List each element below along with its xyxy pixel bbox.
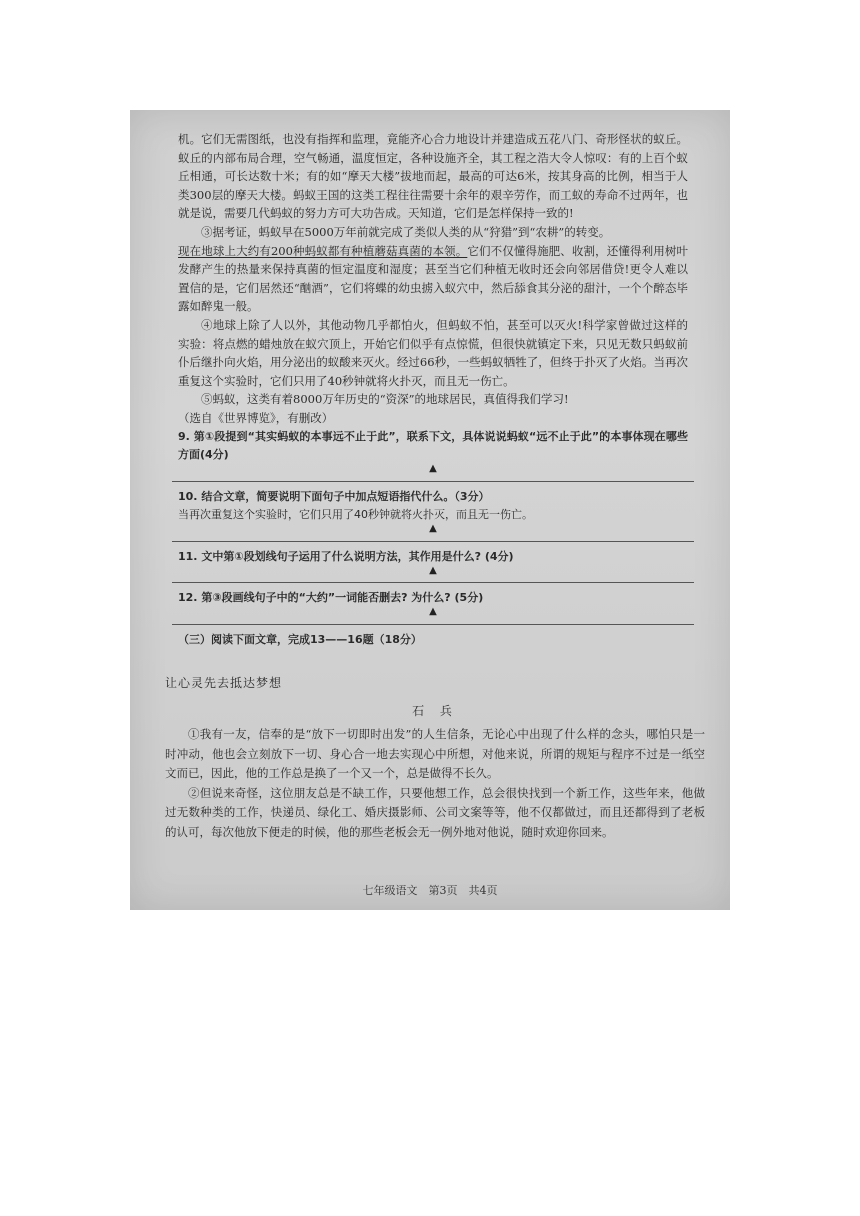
answer-marker: ▲ [429, 606, 437, 618]
question-10: 10. 结合文章，简要说明下面句子中加点短语指代什么。（3分） [178, 489, 490, 503]
answer-line-12[interactable] [172, 608, 694, 625]
answer-marker: ▲ [429, 523, 437, 535]
passage-paragraph-2-cont: 机。它们无需图纸，也没有指挥和监理，竟能齐心合力地设计并建造成五花八门、奇形怪状的蚁丘。蚁丘的内部布局合理，空气畅通，温度恒定，各种设施齐全，其工程之浩大令人惊叹：有的上百个蚁丘相通，可长达数十米；有的如“摩天大楼”拔地而起，最高的可达6米，按其身高的比例，相当于人类300层的摩天大楼。蚂蚁王国的这类工程往往需要十余年的艰辛劳作，而工蚁的寿命不过两年，也就是说，需要几代蚂蚁的努力方可大功告成。天知道，它们是怎样保持一致的! [178, 132, 688, 221]
story-title: 让心灵先去抵达梦想 [165, 676, 283, 690]
passage-source: （选自《世界博览》，有删改） [178, 410, 334, 425]
question-9: 9. 第①段提到“其实蚂蚁的本事远不止于此”，联系下文，具体说说蚂蚁“远不止于此”的本事体现在哪些方面(4分) [178, 429, 688, 462]
answer-line-11[interactable] [172, 566, 694, 583]
question-11: 11. 文中第①段划线句子运用了什么说明方法，其作用是什么? (4分) [178, 549, 514, 563]
page-footer: 七年级语文 第3页 共4页 [362, 884, 498, 897]
upper-content [178, 130, 688, 650]
answer-marker: ▲ [429, 564, 437, 576]
question-10-sentence: 当再次重复这个实验时，它们只用了40秒钟就将火扑灭，而且无一伤亡。 [178, 508, 533, 522]
story-content [165, 670, 705, 842]
story-paragraph-1: ①我有一友，信奉的是“放下一切即时出发”的人生信条，无论心中出现了什么样的念头，哪怕只是一时冲动，他也会立刻放下一切、身心合一地去实现心中所想，对他来说，所谓的规矩与程序不过是一纸空文而已，因此，他的工作总是换了一个又一个，总是做得不长久。 [165, 727, 705, 780]
answer-marker: ▲ [429, 463, 437, 475]
p3-underlined-sentence: 现在地球上大约有200种蚂蚁都有种植蘑菇真菌的本领。 [178, 243, 468, 258]
p3-head: ③据考证，蚂蚁早在5000万年前就完成了类似人类的从“狩猎”到“农耕”的转变。 [201, 224, 611, 239]
story-paragraph-2: ②但说来奇怪，这位朋友总是不缺工作，只要他想工作，总会很快找到一个新工作，这些年来，他做过无数种类的工作，快递员、绿化工、婚庆摄影师、公司文案等等，他不仅都做过，而且还都得到了老板的认可，每次他放下便走的时候，他的那些老板会无一例外地对他说，随时欢迎你回来。 [165, 785, 705, 839]
exam-page-photo [130, 110, 730, 910]
question-12: 12. 第③段画线句子中的“大约”一词能否删去? 为什么? (5分) [178, 591, 484, 605]
answer-line-9[interactable] [172, 465, 694, 482]
passage-paragraph-5: ⑤蚂蚁，这类有着8000万年历史的“资深”的地球居民，真值得我们学习! [201, 392, 569, 407]
passage-paragraph-3 [178, 223, 688, 316]
section-3-heading: （三）阅读下面文章，完成13——16题（18分） [178, 633, 422, 647]
story-author: 石 兵 [412, 703, 458, 718]
p3-tail: 它们不仅懂得施肥、收割，还懂得利用树叶发酵产生的热量来保持真菌的恒定温度和湿度；甚至当它们种植无收时还会向邻居借贷!更令人难以置信的是，它们居然还“酗酒”，它们将蝶的幼虫掳入蚁穴中，然后舔食其分泌的甜汁，一个个醉态毕露如醉鬼一般。 [178, 243, 689, 314]
passage-paragraph-4: ④地球上除了人以外，其他动物几乎都怕火，但蚂蚁不怕，甚至可以灭火!科学家曾做过这样的实验：将点燃的蜡烛放在蚁穴顶上，开始它们似乎有点惊慌，但很快就镇定下来，只见无数只蚂蚁前仆后继扑向火焰，用分泌出的蚁酸来灭火。经过66秒，一些蚂蚁牺牲了，但终于扑灭了火焰。当再次重复这个实验时，它们只用了40秒钟就将火扑灭，而且无一伤亡。 [178, 317, 688, 388]
answer-line-10[interactable] [172, 525, 694, 542]
